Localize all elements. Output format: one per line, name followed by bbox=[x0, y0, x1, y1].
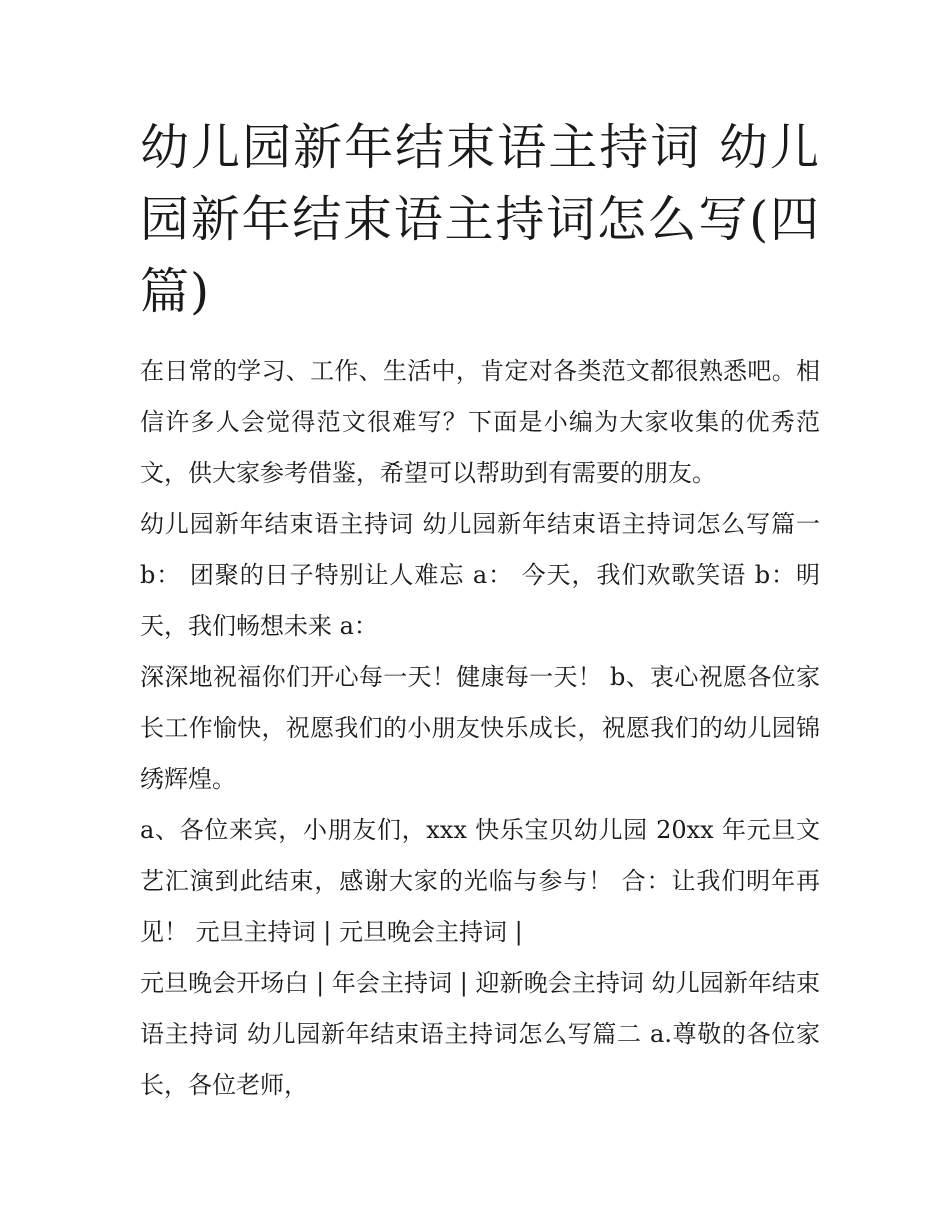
document-page bbox=[140, 112, 820, 1111]
document-title: 幼儿园新年结束语主持词 幼儿园新年结束语主持词怎么写(四篇) bbox=[140, 119, 820, 320]
paragraph-blessing: 深深地祝福你们开心每一天！健康每一天！ b、衷心祝愿各位家长工作愉快，祝愿我们的小朋友快乐成长，祝愿我们的幼儿园锦绣辉煌。 bbox=[140, 663, 820, 793]
paragraph-intro: 在日常的学习、工作、生活中，肯定对各类范文都很熟悉吧。相信许多人会觉得范文很难写？下面是小编为大家收集的优秀范文，供大家参考借鉴，希望可以帮助到有需要的朋友。 bbox=[140, 357, 820, 487]
paragraph-closing: a、各位来宾，小朋友们，xxx 快乐宝贝幼儿园 20xx 年元旦文艺汇演到此结束，感谢大家的光临与参与！ 合：让我们明年再见！ 元旦主持词 | 元旦晚会主持词 | bbox=[140, 816, 820, 946]
paragraph-part-one-opening: 幼儿园新年结束语主持词 幼儿园新年结束语主持词怎么写篇一 b： 团聚的日子特别让人难忘 a： 今天，我们欢歌笑语 b：明天，我们畅想未来 a： bbox=[140, 510, 820, 640]
paragraph-part-two-opening: 元旦晚会开场白 | 年会主持词 | 迎新晚会主持词 幼儿园新年结束语主持词 幼儿园新年结束语主持词怎么写篇二 a.尊敬的各位家长，各位老师， bbox=[140, 969, 820, 1099]
document-body bbox=[140, 346, 820, 1111]
